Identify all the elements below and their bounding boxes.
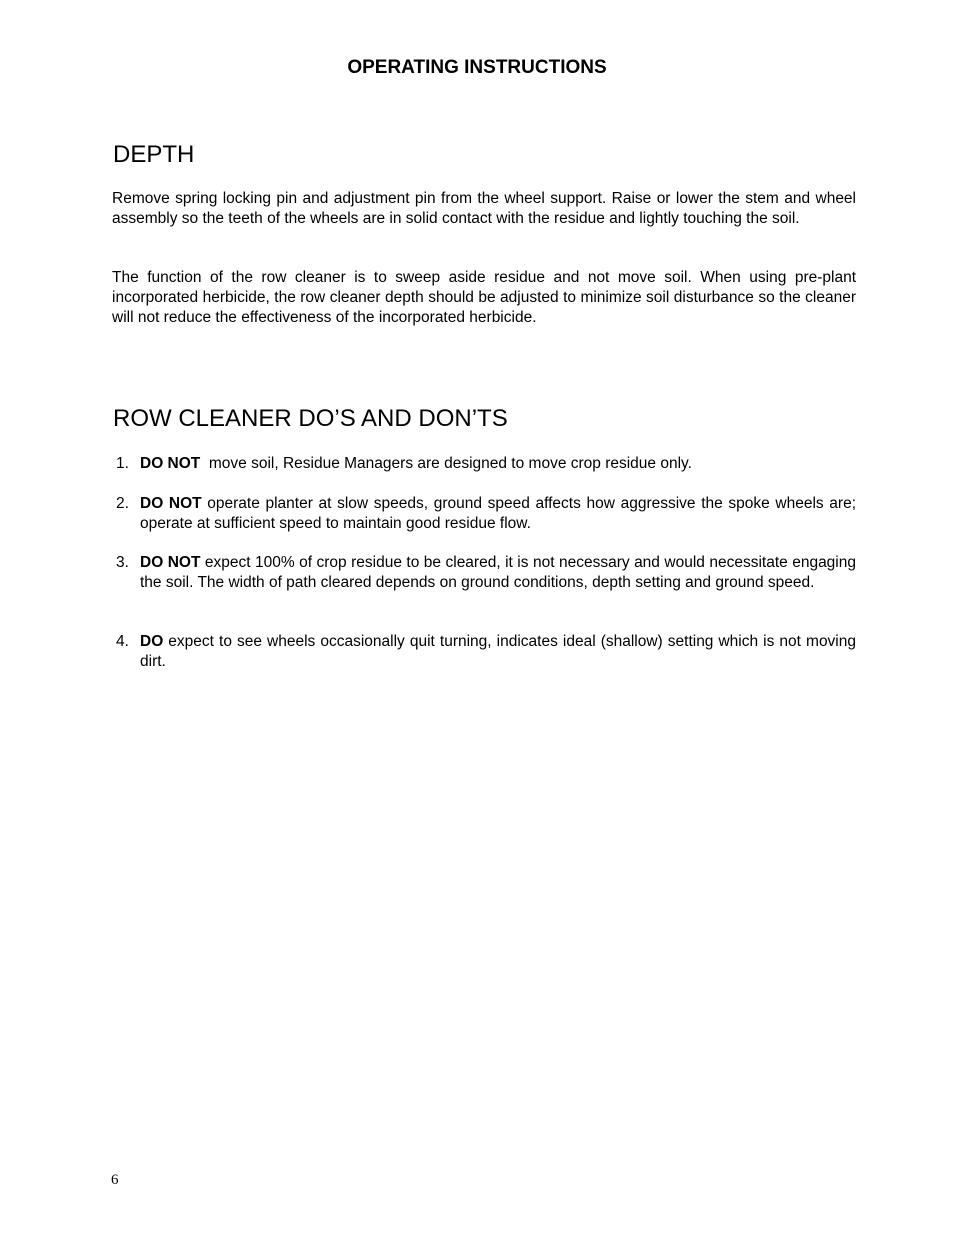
rule-item-3 xyxy=(116,553,856,593)
rule-text: expect 100% of crop residue to be cleared, it is not necessary and would necessitate engaging the soil. The width of path cleared depends on ground conditions, depth setting and ground speed. xyxy=(140,554,856,591)
depth-paragraph-2: The function of the row cleaner is to sweep aside residue and not move soil. When using pre-plant incorporated herbicide, the row cleaner depth should be adjusted to minimize soil disturbance so the cleaner will not reduce the effectiveness of the incorporated herbicide. xyxy=(112,269,856,326)
rule-lead: DO xyxy=(140,633,164,650)
rule-lead: DO NOT xyxy=(140,495,202,512)
rule-item-4 xyxy=(116,632,856,672)
rule-item-2 xyxy=(116,494,856,534)
rule-text: expect to see wheels occasionally quit turning, indicates ideal (shallow) setting which is not moving dirt. xyxy=(140,633,856,670)
depth-heading: DEPTH xyxy=(113,141,195,168)
page-number: 6 xyxy=(111,1172,119,1188)
rule-number: 3. xyxy=(116,554,129,571)
rule-number: 2. xyxy=(116,495,129,512)
rule-lead: DO NOT xyxy=(140,455,201,472)
depth-paragraph-1: Remove spring locking pin and adjustment pin from the wheel support. Raise or lower the stem and wheel assembly so the teeth of the wheels are in solid contact with the residue and lightly touching the soil. xyxy=(112,190,856,227)
rule-number: 1. xyxy=(116,455,129,472)
rule-text: move soil, Residue Managers are designed to move crop residue only. xyxy=(200,455,692,472)
rules-heading: ROW CLEANER DO’S AND DON’TS xyxy=(113,405,508,432)
rule-item-1 xyxy=(116,454,856,474)
page-title: OPERATING INSTRUCTIONS xyxy=(347,57,607,78)
rule-lead: DO NOT xyxy=(140,554,201,571)
rule-number: 4. xyxy=(116,633,129,650)
rule-text: operate planter at slow speeds, ground speed affects how aggressive the spoke wheels are; operate at sufficient speed to maintain good residue flow. xyxy=(140,495,856,532)
